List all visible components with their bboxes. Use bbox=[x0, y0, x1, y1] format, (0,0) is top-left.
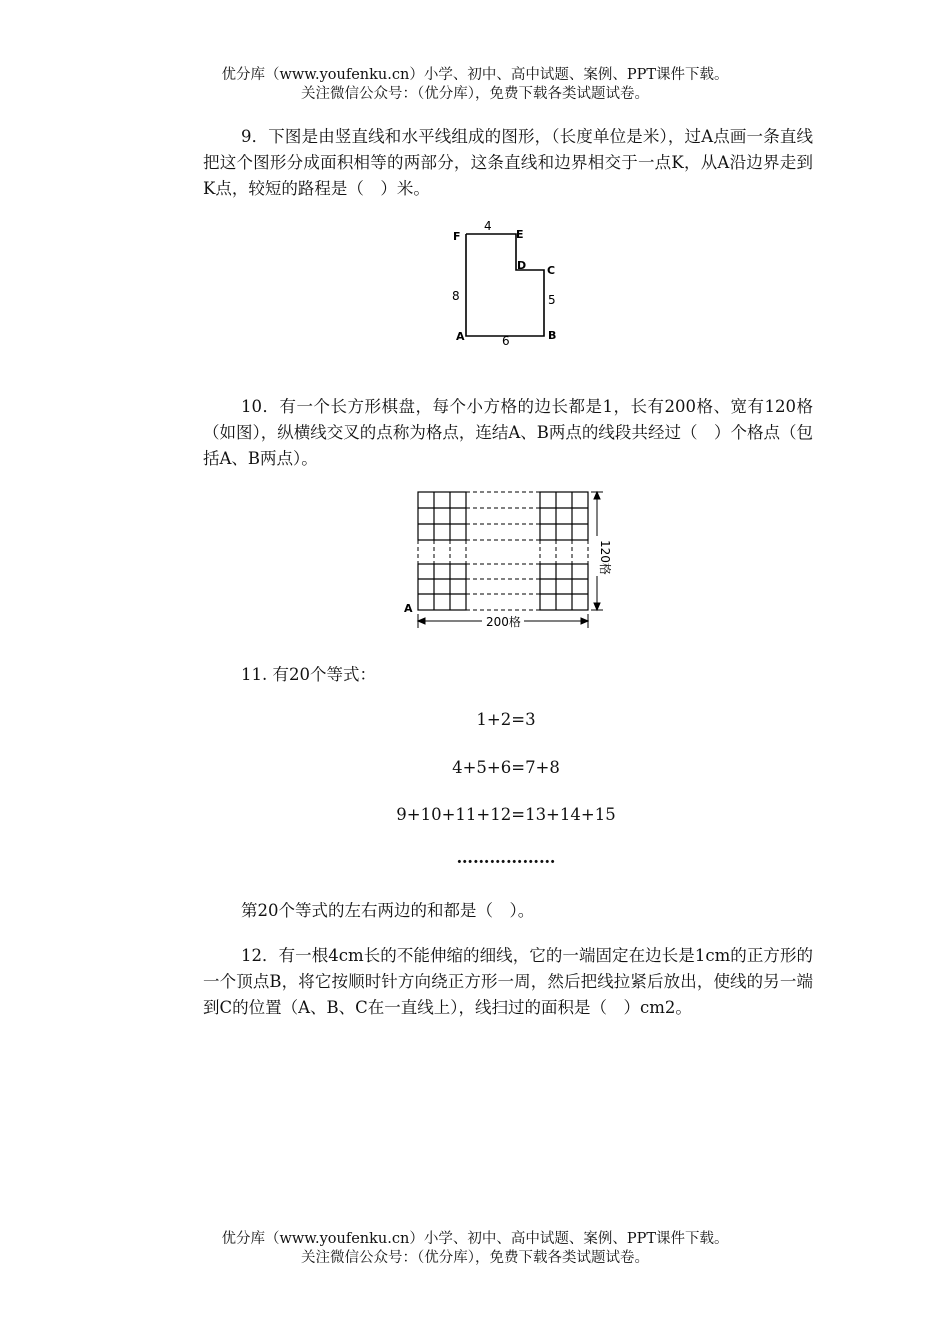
question-12-text: 12．有一根4cm长的不能伸缩的细线，它的一端固定在边长是1cm的正方形的一个顶点B，将它按顺时针方向绕正方形一周，然后把线拉紧后放出，使线的另一端到C的位置（A、B、C在一直线上），线扫过的面积是（ ）cm2。 bbox=[203, 946, 813, 1017]
label-a: A bbox=[456, 330, 465, 343]
length-top: 4 bbox=[484, 219, 492, 233]
page-footer bbox=[0, 1230, 950, 1268]
label-e: E bbox=[516, 228, 524, 241]
question-9-figure bbox=[440, 218, 580, 350]
l-shape-outline bbox=[466, 234, 544, 336]
question-10-text: 10．有一个长方形棋盘，每个小方格的边长都是1，长有200格、宽有120格（如图），纵横线交叉的点称为格点，连结A、B两点的线段共经过（ ）个格点（包括A、B两点）。 bbox=[203, 397, 813, 468]
label-d: D bbox=[517, 259, 527, 272]
point-a-label: A bbox=[404, 602, 413, 615]
footer-line-2: 关注微信公众号：（优分库），免费下载各类试题试卷。 bbox=[301, 1250, 649, 1266]
equation-2: 4+5+6=7+8 bbox=[452, 758, 560, 777]
label-f: F bbox=[453, 230, 461, 243]
page-header bbox=[0, 66, 950, 104]
height-label: 120格 bbox=[598, 540, 612, 575]
header-line-1: 优分库（www.youfenku.cn）小学、初中、高中试题、案例、PPT课件下载。 bbox=[221, 67, 729, 83]
question-9-text: 9．下图是由竖直线和水平线组成的图形，（长度单位是米），过A点画一条直线把这个图形分成面积相等的两部分，这条直线和边界相交于一点K，从A沿边界走到K点，较短的路程是（ ）米。 bbox=[203, 127, 813, 198]
header-line-2: 关注微信公众号：（优分库），免费下载各类试题试卷。 bbox=[301, 86, 649, 102]
equation-1: 1+2=3 bbox=[476, 710, 536, 729]
equation-3: 9+10+11+12=13+14+15 bbox=[396, 805, 616, 824]
length-right: 5 bbox=[548, 293, 556, 307]
width-label: 200格 bbox=[486, 615, 521, 629]
question-11-question: 第20个等式的左右两边的和都是（ ）。 bbox=[241, 901, 535, 920]
equation-ellipsis: ……………… bbox=[456, 848, 556, 867]
label-c: C bbox=[547, 264, 556, 277]
length-bottom: 6 bbox=[502, 334, 510, 348]
question-11-text: 11. 有20个等式： bbox=[241, 665, 376, 684]
question-10-figure bbox=[400, 488, 620, 633]
footer-line-1: 优分库（www.youfenku.cn）小学、初中、高中试题、案例、PPT课件下载。 bbox=[221, 1231, 729, 1247]
length-left: 8 bbox=[452, 289, 460, 303]
label-b: B bbox=[548, 329, 557, 342]
